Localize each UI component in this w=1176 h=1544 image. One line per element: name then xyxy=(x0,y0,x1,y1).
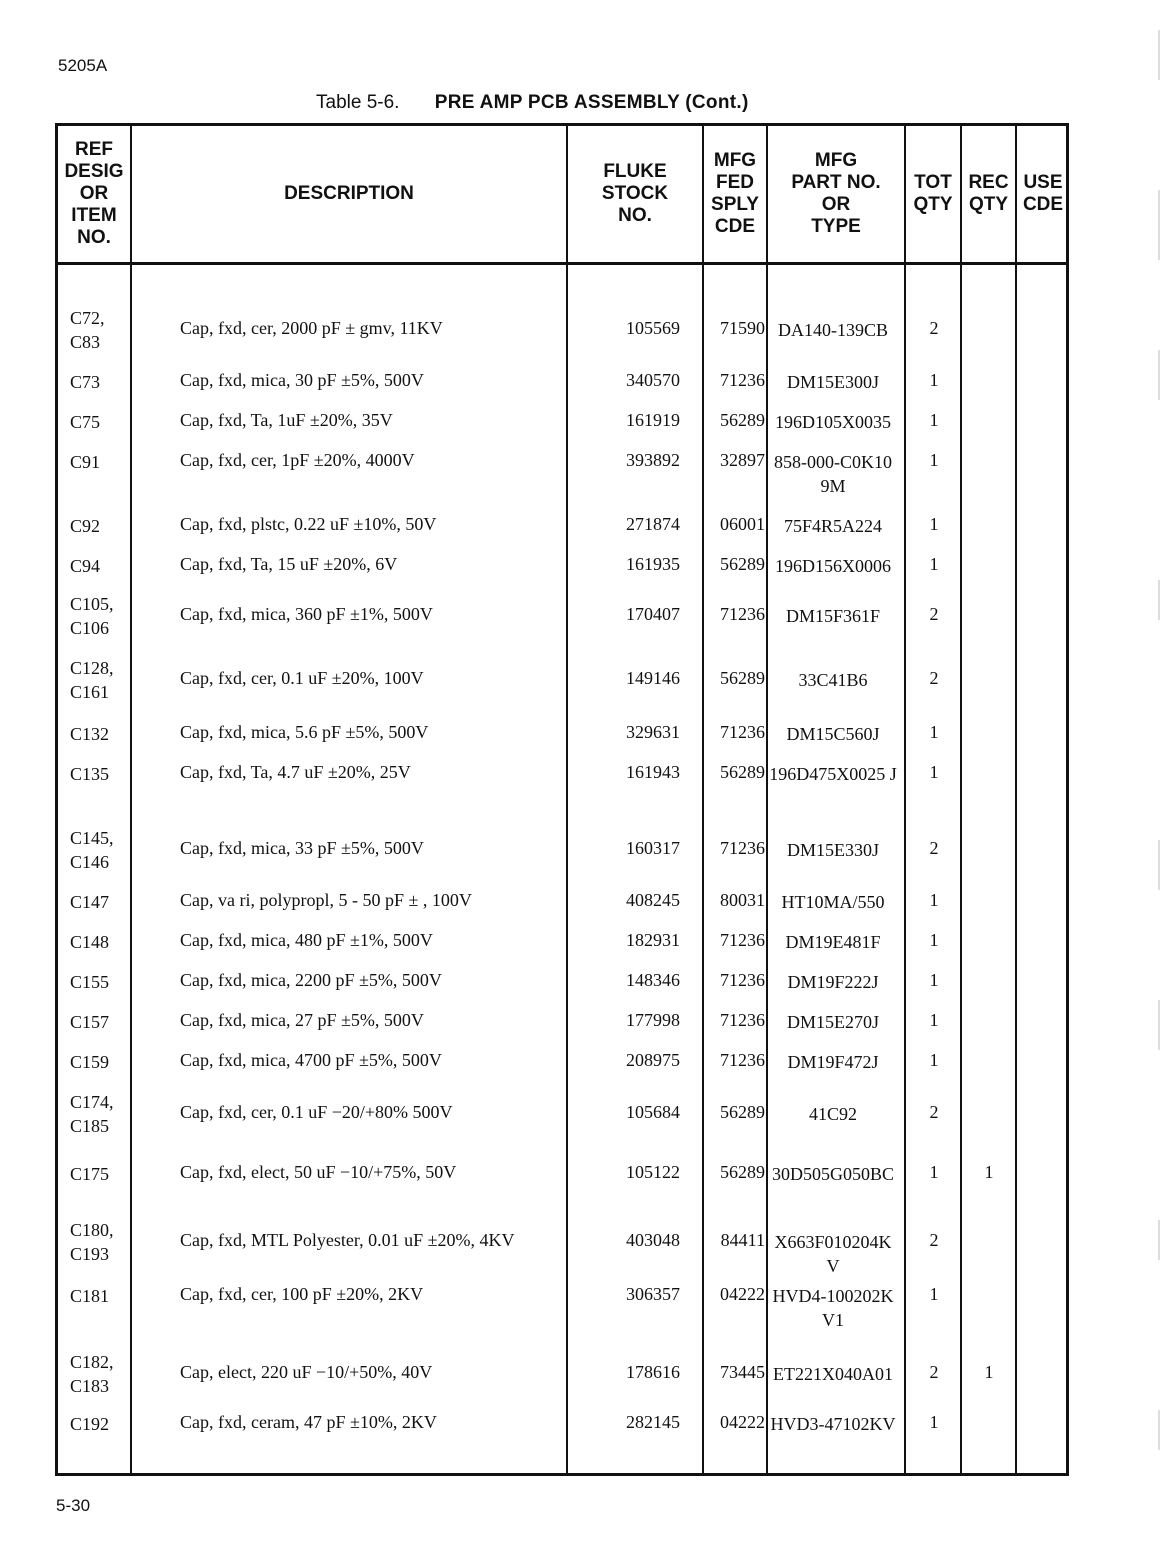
mfg-fed-code-cell: 04222 xyxy=(720,1284,765,1304)
mfg-part-no-cell: HVD4-100202K V1 xyxy=(772,1286,894,1330)
fluke-stock-cell: 178616 xyxy=(626,1362,680,1382)
mfg-part-no-cell: DM19E481F xyxy=(785,932,881,952)
mfg-part-no-cell: DM15E330J xyxy=(786,840,879,860)
mfg-fed-code-cell: 71590 xyxy=(720,318,765,338)
mfg-part-no-cell: ET221X040A01 xyxy=(773,1364,893,1384)
tot-qty-cell: 1 xyxy=(929,1412,939,1432)
fluke-stock-cell: 208975 xyxy=(626,1050,680,1070)
ref-desig-cell: C75 xyxy=(70,412,101,432)
fluke-stock-cell: 329631 xyxy=(626,722,680,742)
table-row xyxy=(58,826,1066,886)
mfg-part-no-cell: DM15E300J xyxy=(786,372,879,392)
tot-qty-cell: 2 xyxy=(929,668,939,688)
mfg-fed-code-cell: 73445 xyxy=(720,1362,765,1382)
fluke-stock-cell: 340570 xyxy=(626,370,680,390)
fluke-stock-cell: 408245 xyxy=(626,890,680,910)
table-row xyxy=(58,1350,1066,1410)
description-cell: Cap, fxd, ceram, 47 pF ±10%, 2KV xyxy=(180,1412,437,1432)
header-description: DESCRIPTION xyxy=(284,183,414,204)
tot-qty-cell: 1 xyxy=(929,722,939,742)
mfg-part-no-cell: DM19F222J xyxy=(787,972,879,992)
mfg-part-no-cell: 196D475X0025 J xyxy=(769,764,897,784)
ref-desig-cell: C159 xyxy=(70,1052,110,1072)
description-cell: Cap, fxd, Ta, 4.7 uF ±20%, 25V xyxy=(180,762,411,782)
fluke-stock-cell: 306357 xyxy=(626,1284,680,1304)
mfg-part-no-cell: 33C41B6 xyxy=(798,670,868,690)
mfg-part-no-cell: DM15F361F xyxy=(785,606,881,626)
fluke-stock-cell: 282145 xyxy=(626,1412,680,1432)
fluke-stock-cell: 161943 xyxy=(626,762,680,782)
table-row xyxy=(58,762,1066,822)
mfg-part-no-cell: X663F010204K V xyxy=(774,1232,892,1276)
description-cell: Cap, fxd, cer, 100 pF ±20%, 2KV xyxy=(180,1284,424,1304)
tot-qty-cell: 1 xyxy=(929,1284,939,1304)
ref-desig-cell: C94 xyxy=(70,556,101,576)
fluke-stock-cell: 105684 xyxy=(626,1102,680,1122)
tot-qty-cell: 1 xyxy=(929,370,939,390)
header-mfg-part-no: MFG PART NO. OR TYPE xyxy=(791,150,881,237)
mfg-part-no-cell: 858-000-C0K10 9M xyxy=(774,452,892,496)
header-fluke-stock-no: FLUKE STOCK NO. xyxy=(601,161,669,226)
description-cell: Cap, fxd, mica, 27 pF ±5%, 500V xyxy=(180,1010,424,1030)
description-cell: Cap, fxd, Ta, 1uF ±20%, 35V xyxy=(180,410,393,430)
description-cell: Cap, fxd, mica, 2200 pF ±5%, 500V xyxy=(180,970,442,990)
mfg-part-no-cell: 30D505G050BC xyxy=(771,1164,894,1184)
mfg-fed-code-cell: 71236 xyxy=(720,930,765,950)
ref-desig-cell: C180, C193 xyxy=(70,1220,114,1264)
ref-desig-cell: C192 xyxy=(70,1414,110,1434)
ref-desig-cell: C175 xyxy=(70,1164,110,1184)
fluke-stock-cell: 161919 xyxy=(626,410,680,430)
table-row xyxy=(58,656,1066,716)
table-row xyxy=(58,1218,1066,1278)
ref-desig-cell: C155 xyxy=(70,972,110,992)
table-row xyxy=(58,1090,1066,1150)
fluke-stock-cell: 149146 xyxy=(626,668,680,688)
ref-desig-cell: C128, C161 xyxy=(70,658,114,702)
ref-desig-cell: C182, C183 xyxy=(70,1352,114,1396)
mfg-fed-code-cell: 71236 xyxy=(720,970,765,990)
description-cell: Cap, fxd, mica, 33 pF ±5%, 500V xyxy=(180,838,424,858)
ref-desig-cell: C147 xyxy=(70,892,110,912)
rec-qty-cell: 1 xyxy=(984,1162,994,1182)
table-caption xyxy=(316,92,749,114)
mfg-fed-code-cell: 32897 xyxy=(720,450,765,470)
ref-desig-cell: C174, C185 xyxy=(70,1092,114,1136)
fluke-stock-cell: 182931 xyxy=(626,930,680,950)
mfg-part-no-cell: 196D156X0006 xyxy=(775,556,891,576)
mfg-fed-code-cell: 71236 xyxy=(720,1050,765,1070)
mfg-part-no-cell: HT10MA/550 xyxy=(781,892,885,912)
description-cell: Cap, fxd, mica, 30 pF ±5%, 500V xyxy=(180,370,424,390)
ref-desig-cell: C157 xyxy=(70,1012,110,1032)
fluke-stock-cell: 148346 xyxy=(626,970,680,990)
description-cell: Cap, fxd, cer, 0.1 uF ±20%, 100V xyxy=(180,668,424,688)
tot-qty-cell: 2 xyxy=(929,838,939,858)
mfg-fed-code-cell: 71236 xyxy=(720,370,765,390)
ref-desig-cell: C181 xyxy=(70,1286,110,1306)
ref-desig-cell: C72, C83 xyxy=(70,308,105,352)
mfg-part-no-cell: DM19F472J xyxy=(787,1052,879,1072)
description-cell: Cap, fxd, cer, 0.1 uF −20/+80% 500V xyxy=(180,1102,453,1122)
tot-qty-cell: 1 xyxy=(929,762,939,782)
tot-qty-cell: 1 xyxy=(929,890,939,910)
tot-qty-cell: 1 xyxy=(929,1010,939,1030)
tot-qty-cell: 1 xyxy=(929,514,939,534)
header-ref-desig: REF DESIG OR ITEM NO. xyxy=(64,139,124,248)
header-mfg-fed-sply-cde: MFG FED SPLY CDE xyxy=(711,150,759,237)
ref-desig-cell: C135 xyxy=(70,764,110,784)
mfg-fed-code-cell: 56289 xyxy=(720,410,765,430)
mfg-fed-code-cell: 04222 xyxy=(720,1412,765,1432)
tot-qty-cell: 1 xyxy=(929,554,939,574)
ref-desig-cell: C148 xyxy=(70,932,110,952)
mfg-part-no-cell: DA140-139CB xyxy=(777,320,888,340)
fluke-stock-cell: 170407 xyxy=(626,604,680,624)
mfg-fed-code-cell: 56289 xyxy=(720,1102,765,1122)
description-cell: Cap, fxd, cer, 1pF ±20%, 4000V xyxy=(180,450,415,470)
mfg-part-no-cell: DM15E270J xyxy=(786,1012,879,1032)
description-cell: Cap, fxd, MTL Polyester, 0.01 uF ±20%, 4KV xyxy=(180,1230,515,1250)
fluke-stock-cell: 393892 xyxy=(626,450,680,470)
table-row xyxy=(58,1412,1066,1472)
mfg-part-no-cell: 196D105X0035 xyxy=(775,412,891,432)
fluke-stock-cell: 271874 xyxy=(626,514,680,534)
tot-qty-cell: 2 xyxy=(929,1102,939,1122)
table-label: Table 5-6. xyxy=(316,92,400,113)
description-cell: Cap, elect, 220 uF −10/+50%, 40V xyxy=(180,1362,433,1382)
mfg-fed-code-cell: 56289 xyxy=(720,668,765,688)
table-row xyxy=(58,450,1066,510)
ref-desig-cell: C73 xyxy=(70,372,101,392)
header-use-cde: USE CDE xyxy=(1022,172,1064,215)
mfg-fed-code-cell: 06001 xyxy=(720,514,765,534)
description-cell: Cap, fxd, plstc, 0.22 uF ±10%, 50V xyxy=(180,514,437,534)
header-tot-qty: TOT QTY xyxy=(913,172,953,215)
table-title: PRE AMP PCB ASSEMBLY (Cont.) xyxy=(434,92,749,113)
fluke-stock-cell: 105122 xyxy=(626,1162,680,1182)
description-cell: Cap, va ri, polypropl, 5 - 50 pF ± , 100V xyxy=(180,890,472,910)
mfg-fed-code-cell: 71236 xyxy=(720,722,765,742)
description-cell: Cap, fxd, mica, 5.6 pF ±5%, 500V xyxy=(180,722,429,742)
description-cell: Cap, fxd, mica, 360 pF ±1%, 500V xyxy=(180,604,433,624)
rec-qty-cell: 1 xyxy=(984,1362,994,1382)
tot-qty-cell: 1 xyxy=(929,450,939,470)
mfg-fed-code-cell: 71236 xyxy=(720,838,765,858)
fluke-stock-cell: 161935 xyxy=(626,554,680,574)
table-row xyxy=(58,306,1066,366)
description-cell: Cap, fxd, cer, 2000 pF ± gmv, 11KV xyxy=(180,318,443,338)
fluke-stock-cell: 160317 xyxy=(626,838,680,858)
tot-qty-cell: 2 xyxy=(929,1362,939,1382)
description-cell: Cap, fxd, elect, 50 uF −10/+75%, 50V xyxy=(180,1162,457,1182)
ref-desig-cell: C132 xyxy=(70,724,110,744)
tot-qty-cell: 1 xyxy=(929,930,939,950)
mfg-fed-code-cell: 71236 xyxy=(720,604,765,624)
mfg-fed-code-cell: 56289 xyxy=(720,1162,765,1182)
description-cell: Cap, fxd, mica, 480 pF ±1%, 500V xyxy=(180,930,433,950)
mfg-fed-code-cell: 56289 xyxy=(720,762,765,782)
ref-desig-cell: C91 xyxy=(70,452,101,472)
mfg-fed-code-cell: 71236 xyxy=(720,1010,765,1030)
fluke-stock-cell: 177998 xyxy=(626,1010,680,1030)
table-row xyxy=(58,592,1066,652)
tot-qty-cell: 2 xyxy=(929,318,939,338)
parts-table xyxy=(55,123,1069,1476)
table-row xyxy=(58,1284,1066,1344)
scan-edge-marks xyxy=(1158,20,1162,1520)
tot-qty-cell: 1 xyxy=(929,410,939,430)
fluke-stock-cell: 105569 xyxy=(626,318,680,338)
mfg-fed-code-cell: 84411 xyxy=(720,1230,765,1250)
tot-qty-cell: 1 xyxy=(929,1050,939,1070)
mfg-part-no-cell: 41C92 xyxy=(808,1104,857,1124)
description-cell: Cap, fxd, Ta, 15 uF ±20%, 6V xyxy=(180,554,398,574)
mfg-part-no-cell: 75F4R5A224 xyxy=(783,516,882,536)
description-cell: Cap, fxd, mica, 4700 pF ±5%, 500V xyxy=(180,1050,442,1070)
mfg-part-no-cell: DM15C560J xyxy=(786,724,880,744)
table-row xyxy=(58,1162,1066,1222)
mfg-fed-code-cell: 80031 xyxy=(720,890,765,910)
ref-desig-cell: C92 xyxy=(70,516,101,536)
mfg-fed-code-cell: 56289 xyxy=(720,554,765,574)
tot-qty-cell: 2 xyxy=(929,604,939,624)
model-number: 5205A xyxy=(58,56,108,75)
ref-desig-cell: C105, C106 xyxy=(70,594,114,638)
header-rec-qty: REC QTY xyxy=(968,172,1009,215)
header-divider xyxy=(58,262,1066,265)
tot-qty-cell: 1 xyxy=(929,1162,939,1182)
tot-qty-cell: 1 xyxy=(929,970,939,990)
mfg-part-no-cell: HVD3-47102KV xyxy=(770,1414,896,1434)
page-number: 5-30 xyxy=(56,1496,91,1515)
ref-desig-cell: C145, C146 xyxy=(70,828,114,872)
tot-qty-cell: 2 xyxy=(929,1230,939,1250)
fluke-stock-cell: 403048 xyxy=(626,1230,680,1250)
